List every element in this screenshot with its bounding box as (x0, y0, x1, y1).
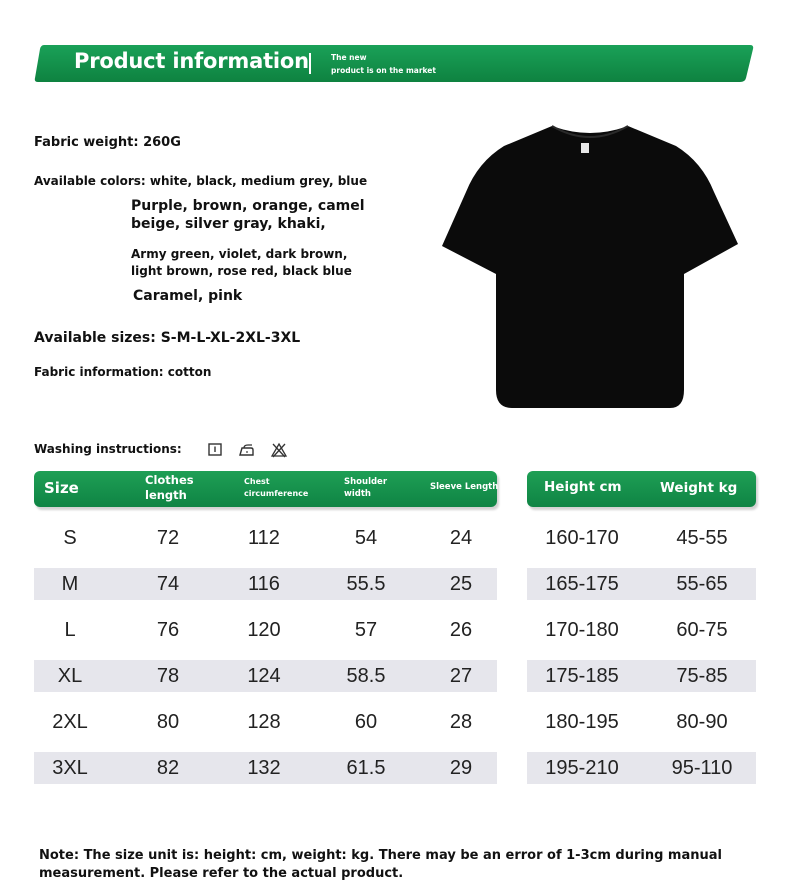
cell-length: 74 (156, 573, 180, 595)
cell-shoulder: 57 (354, 619, 378, 641)
size-note (39, 847, 739, 883)
no-bleach-icon (269, 441, 289, 459)
cell-chest: 124 (247, 665, 281, 687)
table-row (34, 614, 497, 646)
fit-row (527, 706, 756, 738)
cell-length: 80 (156, 711, 180, 733)
header-chest (244, 476, 308, 500)
banner-subtitle (331, 51, 436, 77)
cell-chest: 112 (248, 527, 280, 549)
cell-chest: 116 (248, 573, 280, 595)
available-colors-label: Available colors: white, black, medium grey, blue (34, 174, 368, 188)
product-info-banner (34, 45, 754, 82)
cell-weight: 45-55 (676, 527, 728, 549)
header-height: Height cm (544, 479, 622, 495)
table-row (34, 752, 497, 784)
cell-sleeve: 26 (449, 619, 473, 641)
banner-divider (309, 53, 311, 74)
header-weight: Weight kg (660, 480, 738, 496)
cell-chest: 120 (247, 619, 281, 641)
cell-sleeve: 27 (449, 665, 473, 687)
fit-row (527, 660, 756, 692)
cell-size: L (64, 619, 76, 641)
header-shoulder (344, 476, 387, 500)
table-row (34, 522, 497, 554)
cell-chest: 128 (247, 711, 281, 733)
cell-chest: 132 (247, 757, 281, 779)
cell-shoulder: 58.5 (346, 665, 386, 687)
colors-line-4: Army green, violet, dark brown, (131, 247, 348, 261)
cell-sleeve: 28 (449, 711, 473, 733)
size-table-header (34, 471, 497, 507)
cell-sleeve: 29 (449, 757, 473, 779)
note-line2: measurement. Please refer to the actual product. (39, 866, 404, 881)
table-row (34, 568, 497, 600)
fabric-weight: Fabric weight: 260G (34, 135, 181, 150)
header-shoulder-line1: Shoulder (344, 477, 388, 487)
cell-length: 78 (156, 665, 180, 687)
header-clothes-length-line1: Clothes (145, 473, 194, 487)
header-chest-line2: circumference (244, 489, 309, 498)
cell-height: 180-195 (545, 711, 619, 733)
iron-icon (237, 441, 257, 459)
cell-size: M (61, 573, 79, 595)
cell-height: 195-210 (545, 757, 619, 779)
note-line1: Note: The size unit is: height: cm, weight: kg. There may be an error of 1-3cm during manual (39, 848, 722, 863)
cell-shoulder: 54 (354, 527, 378, 549)
cell-shoulder: 60 (354, 711, 378, 733)
banner-title: Product information (74, 49, 309, 73)
header-sleeve: Sleeve Length (430, 482, 499, 492)
cell-length: 76 (156, 619, 180, 641)
cell-size: 2XL (52, 711, 88, 733)
cell-weight: 95-110 (671, 757, 733, 779)
fit-table-header (527, 471, 756, 507)
cell-size: 3XL (52, 757, 88, 779)
fabric-information: Fabric information: cotton (34, 365, 212, 379)
cell-shoulder: 61.5 (346, 757, 386, 779)
tumble-dry-icon (205, 441, 225, 459)
header-size: Size (44, 479, 79, 497)
cell-weight: 80-90 (676, 711, 728, 733)
cell-height: 160-170 (545, 527, 619, 549)
tshirt-image (440, 122, 740, 416)
fit-row (527, 522, 756, 554)
washing-icons (205, 441, 289, 459)
cell-size: XL (57, 665, 83, 687)
colors-line-5: light brown, rose red, black blue (131, 264, 352, 278)
banner-subtitle-line1: The new (331, 53, 367, 62)
fit-row (527, 614, 756, 646)
cell-sleeve: 25 (449, 573, 473, 595)
cell-shoulder: 55.5 (346, 573, 386, 595)
cell-length: 82 (156, 757, 180, 779)
colors-line-3: beige, silver gray, khaki, (131, 216, 326, 232)
header-clothes-length (145, 473, 194, 503)
cell-height: 165-175 (545, 573, 619, 595)
cell-size: S (63, 527, 77, 549)
fit-row (527, 752, 756, 784)
cell-height: 170-180 (545, 619, 619, 641)
cell-sleeve: 24 (449, 527, 473, 549)
cell-height: 175-185 (545, 665, 619, 687)
available-sizes: Available sizes: S-M-L-XL-2XL-3XL (34, 330, 301, 346)
header-clothes-length-line2: length (145, 488, 187, 502)
colors-line-6: Caramel, pink (133, 288, 243, 304)
header-chest-line1: Chest (244, 477, 270, 486)
table-row (34, 660, 497, 692)
cell-weight: 60-75 (676, 619, 728, 641)
header-shoulder-line2: width (344, 489, 371, 499)
washing-instructions-label: Washing instructions: (34, 442, 182, 456)
table-row (34, 706, 497, 738)
cell-weight: 55-65 (676, 573, 728, 595)
colors-line-2: Purple, brown, orange, camel (131, 198, 365, 214)
cell-weight: 75-85 (676, 665, 728, 687)
cell-length: 72 (156, 527, 180, 549)
banner-subtitle-line2: product is on the market (331, 66, 436, 75)
fit-row (527, 568, 756, 600)
